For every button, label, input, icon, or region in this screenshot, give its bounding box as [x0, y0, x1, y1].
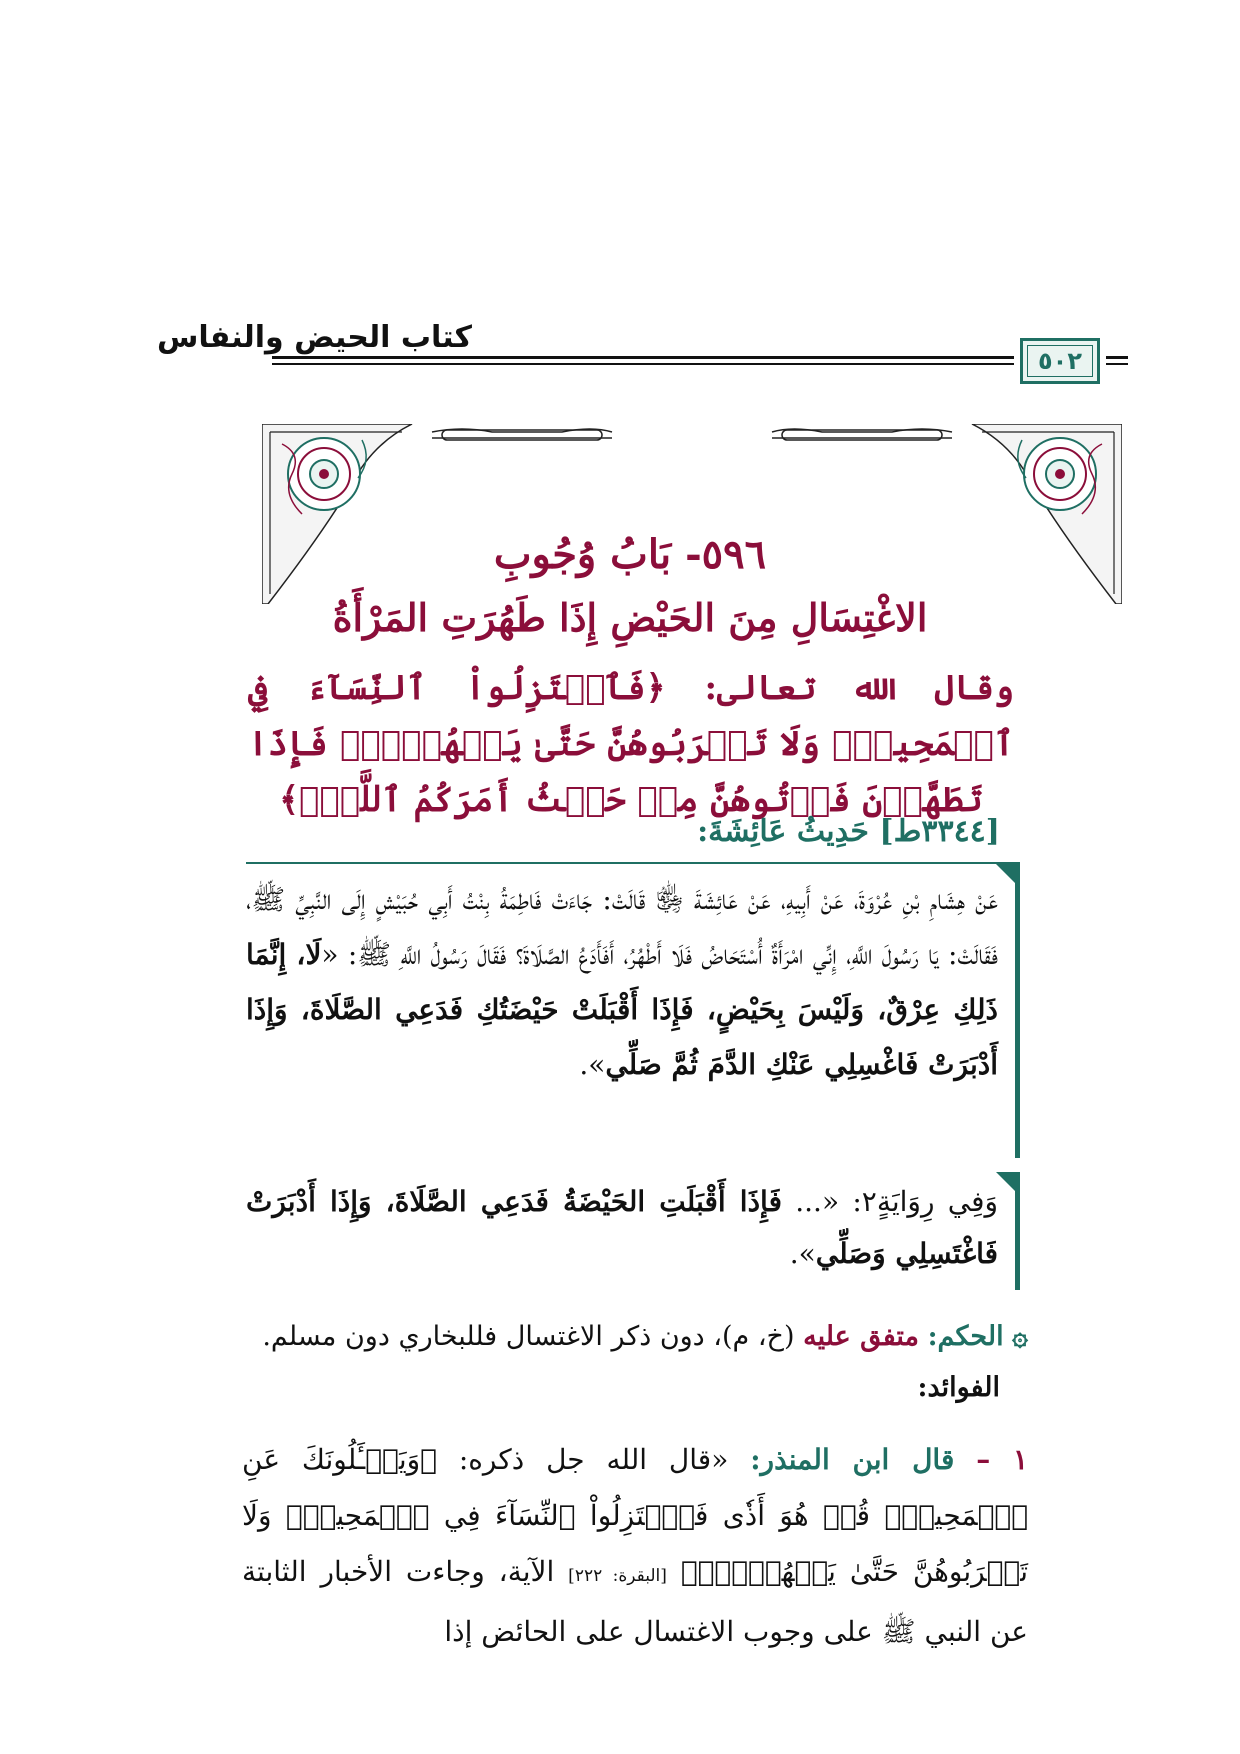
star-ornament-icon: ۞	[1012, 1321, 1028, 1352]
riwaya-intro: وَفِي رِوَايَةٍ٢: «...	[781, 1185, 998, 1218]
quran-verse	[248, 660, 1014, 828]
hadith-prophetic-words: لَا، إِنَّمَا ذَلِكِ عِرْقٌ، وَلَيْسَ بِحَيْضٍ، فَإِذَا أَقْبَلَتْ حَيْضَتُكِ فَدَعِي الصَّلَاةَ، وَإِذَا أَدْبَرَتْ فَاغْسِلِي عَنْكِ الدَّمَ ثُمَّ صَلِّي	[246, 938, 998, 1081]
verse-text: ﴿فَٱعۡتَزِلُواْ ٱلنِّسَآءَ فِي ٱلۡمَحِيضِۖ وَلَا تَقۡرَبُوهُنَّ حَتَّىٰ يَطۡهُرۡنَۖ فَإِذَا تَطَهَّرۡنَ فَأۡتُوهُنَّ مِنۡ حَيۡثُ أَمَرَكُمُ ٱللَّهُۚ﴾	[248, 668, 1014, 820]
benefit-text-start: «قال الله جل ذكره:	[436, 1443, 729, 1476]
hadith-section-title	[697, 812, 1000, 852]
benefit-ayah-ref: [البقرة: ٢٢٢]	[568, 1566, 667, 1586]
header-rule-end	[1106, 356, 1128, 368]
benefit-text-end: الآية، وجاءت الأخبار الثابتة عن النبي ﷺ على وجوب الاغتسال على الحائض إذا	[242, 1555, 1028, 1648]
verse-intro: وقال الله تعالى:	[704, 668, 1014, 708]
benefit-1	[242, 1432, 1028, 1660]
header-rule	[272, 356, 1014, 368]
chapter-number-title: ٥٩٦- بَابُ وُجُوبِ	[493, 531, 767, 578]
riwaya-end: ».	[789, 1237, 816, 1270]
ruling-value: متفق عليه	[803, 1321, 919, 1352]
chapter-subtitle: الاغْتِسَالِ مِنَ الحَيْضِ إِذَا طَهُرَتِ المَرْأَةُ	[332, 595, 928, 640]
hadith-text	[246, 872, 998, 1092]
benefit-ayah: ﴿وَيَسۡـَٔلُونَكَ عَنِ ٱلۡمَحِيضِۖ قُلۡ هُوَ أَذٗى فَٱعۡتَزِلُواْ ٱلنِّسَآءَ فِي ٱلۡمَحِيضِۖ وَلَا تَقۡرَبُوهُنَّ حَتَّىٰ يَطۡهُرۡنَۖ﴾	[242, 1443, 1029, 1588]
ruling-line	[242, 1312, 1028, 1362]
ruling-label: الحكم:	[927, 1321, 1004, 1352]
riwaya-words: فَإِذَا أَقْبَلَتِ الحَيْضَةُ فَدَعِي الصَّلَاةَ، وَإِذَا أَدْبَرَتْ فَاغْتَسِلِي وَصَلِّي	[246, 1185, 998, 1270]
benefit-number: ١ –	[976, 1443, 1028, 1476]
page-number-box	[1020, 338, 1100, 384]
page-number: ٥٠٢	[1038, 347, 1082, 375]
hadith-title: حَدِيثُ عَائِشَةَ:	[697, 814, 869, 849]
running-header-title: كتاب الحيض والنفاس	[156, 320, 472, 355]
hadith-chain: عَنْ هِشَامِ بْنِ عُرْوَةَ، عَنْ أَبِيهِ، عَنْ عَائِشَةَ ﵂ قَالَتْ: جَاءَتْ فَاطِمَةُ بِنْتُ أَبِي حُبَيْشٍ إِلَى النَّبِيِّ ﷺ، فَقَالَتْ: يَا رَسُولَ اللَّهِ، إِنِّي امْرَأَةٌ أُسْتَحَاضُ فَلَا أَطْهُرُ، أَفَأَدَعُ الصَّلَاةَ؟ فَقَالَ رَسُولُ اللَّهِ ﷺ: «	[246, 883, 998, 971]
riwaya-text	[246, 1176, 998, 1280]
benefit-author: قال ابن المنذر:	[750, 1443, 955, 1476]
ruling-rest: (خ، م)، دون ذكر الاغتسال فللبخاري دون مسلم.	[262, 1321, 795, 1352]
chapter-heading	[250, 528, 1010, 646]
benefits-heading: الفوائد:	[917, 1372, 1000, 1403]
hadith-end: ».	[579, 1048, 606, 1081]
hadith-number: [٣٣٤٤ط]	[879, 814, 1000, 849]
